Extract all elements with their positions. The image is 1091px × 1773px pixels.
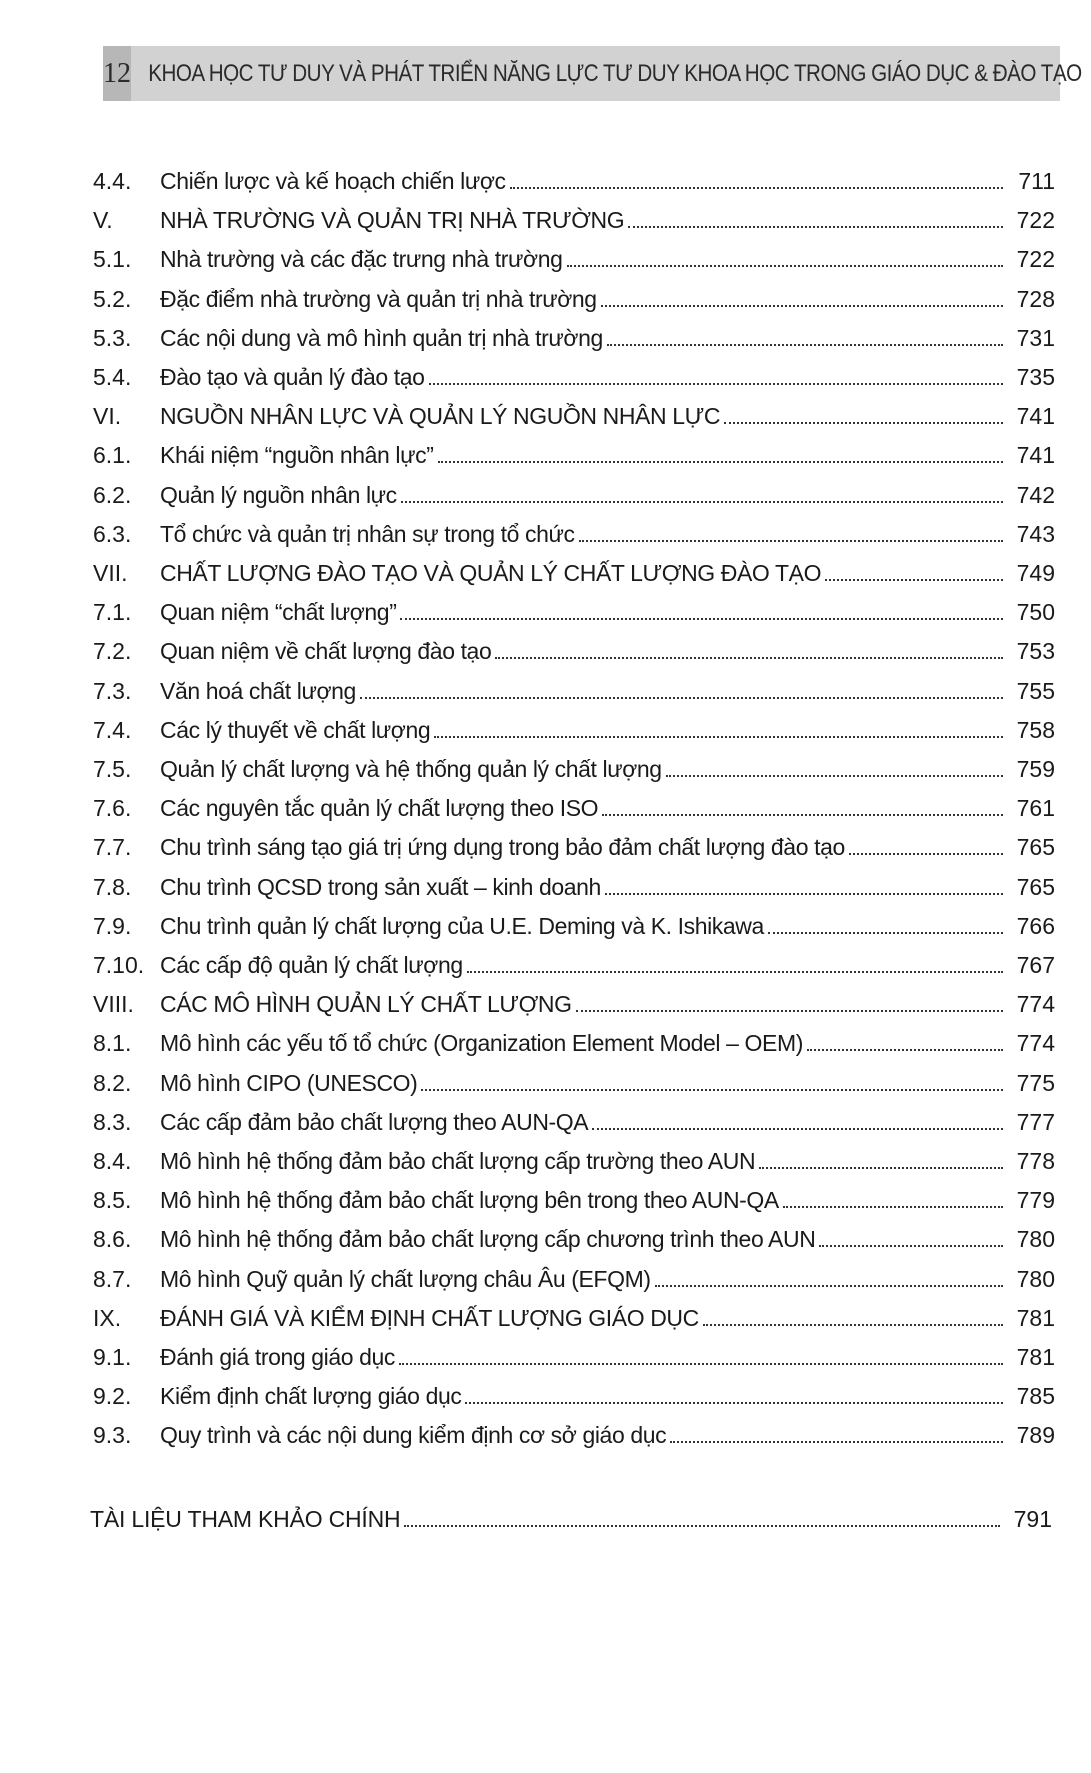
- dot-leader: [495, 656, 1003, 659]
- toc-entry-page: 722: [1016, 207, 1055, 234]
- toc-entry-page: 743: [1016, 520, 1055, 547]
- dot-leader: [783, 1205, 1003, 1208]
- toc-entry-title: Đặc điểm nhà trường và quản trị nhà trường: [160, 285, 597, 312]
- dot-leader: [607, 343, 1003, 346]
- toc-entry: [93, 1414, 1055, 1450]
- dot-leader: [429, 382, 1003, 385]
- toc-entry-number: 7.3.: [93, 677, 132, 704]
- dot-leader: [576, 1009, 1003, 1012]
- dot-leader: [401, 500, 1003, 503]
- toc-entry-number: 7.6.: [93, 795, 132, 822]
- dot-leader: [602, 813, 1003, 816]
- toc-entry-number: VII.: [93, 560, 128, 586]
- toc-entry-page: 774: [1016, 991, 1055, 1018]
- dot-leader: [510, 186, 1003, 189]
- toc-entry: [93, 1101, 1055, 1137]
- toc-entry-number: 5.4.: [93, 364, 132, 390]
- toc-entry-title: Mô hình hệ thống đảm bảo chất lượng cấp trường theo AUN: [160, 1148, 756, 1174]
- toc-entry-number: VIII.: [93, 991, 134, 1018]
- toc-entry: [93, 670, 1055, 706]
- toc-entry-page: 780: [1016, 1265, 1055, 1292]
- toc-entry-title: Kiểm định chất lượng giáo dục: [160, 1383, 462, 1410]
- toc-entry-number: 7.2.: [93, 638, 132, 665]
- toc-entry-page: 741: [1016, 403, 1055, 430]
- toc-entry-number: 5.2.: [93, 285, 132, 312]
- toc-entry-title: Quản lý chất lượng và hệ thống quản lý chất lượng: [160, 756, 662, 782]
- toc-entry-page: 766: [1016, 912, 1055, 939]
- toc-entry-page: 722: [1016, 246, 1055, 273]
- toc-entry: [93, 278, 1055, 314]
- toc-entry-page: 789: [1016, 1422, 1055, 1449]
- toc-entry: [93, 160, 1055, 196]
- toc-entry-number: 7.4.: [93, 716, 132, 743]
- toc-entry-number: VI.: [93, 403, 122, 430]
- dot-leader: [825, 578, 1003, 581]
- toc-entry: [93, 1258, 1055, 1294]
- toc-entry: [93, 1375, 1055, 1411]
- toc-entry-title: Chu trình sáng tạo giá trị ứng dụng trong bảo đảm chất lượng đào tạo: [160, 834, 845, 861]
- toc-entry: [93, 199, 1055, 235]
- toc-entry-page: 728: [1016, 285, 1055, 312]
- toc-entry-title: Chiến lược và kế hoạch chiến lược: [160, 168, 506, 194]
- toc-entry: [93, 552, 1055, 588]
- toc-entry-page: 780: [1016, 1226, 1055, 1253]
- toc-entry-page: 778: [1016, 1148, 1055, 1174]
- dot-leader: [849, 852, 1003, 855]
- toc-entry-page: 753: [1016, 638, 1055, 665]
- toc-entry-number: 5.3.: [93, 324, 132, 351]
- toc-entry-number: 7.7.: [93, 834, 132, 861]
- toc-entry-page: 711: [1018, 168, 1055, 194]
- dot-leader: [768, 931, 1003, 934]
- toc-entry-page: 777: [1016, 1108, 1055, 1135]
- toc-entry-number: 8.6.: [93, 1226, 132, 1253]
- running-header: [103, 46, 1082, 101]
- toc-entry-number: 9.1.: [93, 1344, 132, 1370]
- toc-entry-number: 8.3.: [93, 1108, 132, 1135]
- toc-entry-number: 9.2.: [93, 1383, 132, 1410]
- toc-entry-page: 750: [1016, 599, 1055, 626]
- toc-entry-page: 785: [1016, 1383, 1055, 1410]
- dot-leader: [628, 225, 1003, 228]
- toc-entry-page: 765: [1016, 834, 1055, 861]
- toc-entry-title: Quan niệm “chất lượng”: [160, 599, 397, 626]
- toc-entry-title: Mô hình hệ thống đảm bảo chất lượng bên trong theo AUN-QA: [160, 1187, 779, 1214]
- toc-entry-title: Mô hình các yếu tố tổ chức (Organization Element Model – OEM): [160, 1030, 803, 1057]
- dot-leader: [724, 421, 1003, 424]
- toc-entry-title: NGUỒN NHÂN LỰC VÀ QUẢN LÝ NGUỒN NHÂN LỰC: [160, 403, 721, 430]
- dot-leader: [579, 539, 1003, 542]
- toc-entry: [93, 591, 1055, 627]
- toc-entry-title: CHẤT LƯỢNG ĐÀO TẠO VÀ QUẢN LÝ CHẤT LƯỢNG ĐÀO TẠO: [160, 560, 822, 586]
- toc-entry: [93, 356, 1055, 392]
- toc-entry-page: 742: [1016, 481, 1055, 508]
- toc-entry: [93, 513, 1055, 549]
- toc-entry-title: Tổ chức và quản trị nhân sự trong tổ chức: [160, 520, 575, 547]
- toc-entry: [93, 944, 1055, 980]
- toc-entry-title: Các cấp độ quản lý chất lượng: [160, 952, 463, 978]
- toc-entry-title: Đánh giá trong giáo dục: [160, 1344, 396, 1370]
- toc-entry-page: 759: [1016, 756, 1055, 782]
- toc-entry-page: 774: [1016, 1030, 1055, 1057]
- toc-entry-page: 741: [1016, 442, 1055, 469]
- dot-leader: [807, 1048, 1003, 1051]
- toc-entry: [93, 1022, 1055, 1058]
- toc-entry-page: 779: [1016, 1187, 1055, 1214]
- toc-entry: [93, 1062, 1055, 1098]
- toc-entry-number: V.: [93, 207, 113, 234]
- toc-entry: [93, 317, 1055, 353]
- toc-entry: [93, 787, 1055, 823]
- toc-entry: [93, 238, 1055, 274]
- toc-entry-page: 755: [1016, 677, 1055, 704]
- dot-leader: [759, 1166, 1003, 1169]
- toc-entry: [93, 395, 1055, 431]
- toc-entry-number: IX.: [93, 1304, 122, 1331]
- toc-entry-title: Các cấp đảm bảo chất lượng theo AUN-QA: [160, 1108, 589, 1135]
- toc-entry-title: Quan niệm về chất lượng đào tạo: [160, 638, 492, 665]
- toc-entry-title: Đào tạo và quản lý đào tạo: [160, 364, 425, 390]
- toc-entry: [93, 826, 1055, 862]
- toc-entry: [93, 434, 1055, 470]
- toc-entry-number: 7.5.: [93, 756, 132, 782]
- toc-entry: [93, 1179, 1055, 1215]
- toc-entry-title: Mô hình Quỹ quản lý chất lượng châu Âu (EFQM): [160, 1265, 651, 1292]
- dot-leader: [360, 696, 1003, 699]
- references-title: TÀI LIỆU THAM KHẢO CHÍNH: [90, 1505, 401, 1532]
- dot-leader: [399, 1362, 1003, 1365]
- toc-entry: [93, 1218, 1055, 1254]
- toc-entry-number: 6.1.: [93, 442, 132, 469]
- toc-entry-title: Mô hình CIPO (UNESCO): [160, 1069, 418, 1096]
- toc-entry: [93, 748, 1055, 784]
- toc-entry-title: Chu trình QCSD trong sản xuất – kinh doanh: [160, 873, 601, 900]
- toc-entry-title: Các nội dung và mô hình quản trị nhà trường: [160, 324, 603, 351]
- toc-entry: [93, 866, 1055, 902]
- toc-entry-number: 8.4.: [93, 1148, 132, 1174]
- toc-entry-title: Các lý thuyết về chất lượng: [160, 716, 431, 743]
- toc-entry-title: Khái niệm “nguồn nhân lực”: [160, 442, 434, 469]
- toc-entry-page: 731: [1016, 324, 1055, 351]
- dot-leader: [438, 460, 1004, 463]
- dot-leader: [819, 1244, 1003, 1247]
- references-page: 791: [1013, 1505, 1052, 1532]
- dot-leader: [421, 1088, 1003, 1091]
- toc-entry-number: 6.2.: [93, 481, 132, 508]
- toc-entry-page: 765: [1016, 873, 1055, 900]
- toc-entry-number: 5.1.: [93, 246, 132, 273]
- toc-entry-number: 8.1.: [93, 1030, 132, 1057]
- toc-entry-number: 8.7.: [93, 1265, 132, 1292]
- toc-entry-title: Các nguyên tắc quản lý chất lượng theo ISO: [160, 795, 599, 822]
- toc-entry-page: 735: [1016, 364, 1055, 390]
- toc-entry-number: 7.9.: [93, 912, 132, 939]
- toc-entry-number: 8.5.: [93, 1187, 132, 1214]
- toc-entry: [93, 630, 1055, 666]
- toc-entry-page: 775: [1016, 1069, 1055, 1096]
- toc-entry-number: 7.8.: [93, 873, 132, 900]
- toc-entry-title: CÁC MÔ HÌNH QUẢN LÝ CHẤT LƯỢNG: [160, 991, 572, 1018]
- dot-leader: [601, 304, 1003, 307]
- dot-leader: [592, 1127, 1003, 1130]
- toc-entry: [93, 709, 1055, 745]
- toc-entry: [93, 905, 1055, 941]
- toc-entry-page: 758: [1016, 716, 1055, 743]
- toc-entry-title: Chu trình quản lý chất lượng của U.E. Deming và K. Ishikawa: [160, 912, 764, 939]
- toc-entry-title: Quản lý nguồn nhân lực: [160, 481, 397, 508]
- dot-leader: [655, 1284, 1003, 1287]
- dot-leader: [666, 774, 1003, 777]
- toc-entry-number: 6.3.: [93, 520, 132, 547]
- toc-entry-number: 7.10.: [93, 952, 145, 978]
- toc-entry-title: Quy trình và các nội dung kiểm định cơ sở giáo dục: [160, 1422, 667, 1449]
- toc-entry-page: 749: [1016, 560, 1055, 586]
- dot-leader: [703, 1323, 1003, 1326]
- toc-entry-page: 781: [1016, 1304, 1055, 1331]
- dot-leader: [465, 1401, 1003, 1404]
- toc-references-entry: [90, 1498, 1052, 1534]
- dot-leader: [434, 735, 1003, 738]
- toc-entry-number: 7.1.: [93, 599, 132, 626]
- dot-leader: [567, 264, 1003, 267]
- toc-entry-title: Văn hoá chất lượng: [160, 677, 356, 704]
- toc-entry-number: 4.4.: [93, 168, 132, 194]
- toc-entry-page: 761: [1016, 795, 1055, 822]
- header-page-number: 12: [103, 46, 131, 101]
- header-book-title: KHOA HỌC TƯ DUY VÀ PHÁT TRIỂN NĂNG LỰC TƯ DUY KHOA HỌC TRONG GIÁO DỤC & ĐÀO TẠO: [148, 59, 1082, 87]
- dot-leader: [404, 1524, 1000, 1527]
- toc-entry-title: Mô hình hệ thống đảm bảo chất lượng cấp chương trình theo AUN: [160, 1226, 816, 1253]
- toc-entry-page: 781: [1016, 1344, 1055, 1370]
- toc-entry-number: 9.3.: [93, 1422, 132, 1449]
- toc-entry: [93, 1336, 1055, 1372]
- toc-entry-number: 8.2.: [93, 1069, 132, 1096]
- toc-entry-title: ĐÁNH GIÁ VÀ KIỂM ĐỊNH CHẤT LƯỢNG GIÁO DỤC: [160, 1304, 699, 1331]
- dot-leader: [400, 617, 1003, 620]
- toc-entry: [93, 474, 1055, 510]
- toc-entry: [93, 1140, 1055, 1176]
- toc-entry-title: NHÀ TRƯỜNG VÀ QUẢN TRỊ NHÀ TRƯỜNG: [160, 207, 625, 234]
- dot-leader: [670, 1440, 1003, 1443]
- dot-leader: [467, 970, 1003, 973]
- toc-entry-title: Nhà trường và các đặc trưng nhà trường: [160, 246, 563, 273]
- toc-entry: [93, 983, 1055, 1019]
- toc-entry-page: 767: [1016, 952, 1055, 978]
- dot-leader: [605, 892, 1003, 895]
- toc-entry: [93, 1297, 1055, 1333]
